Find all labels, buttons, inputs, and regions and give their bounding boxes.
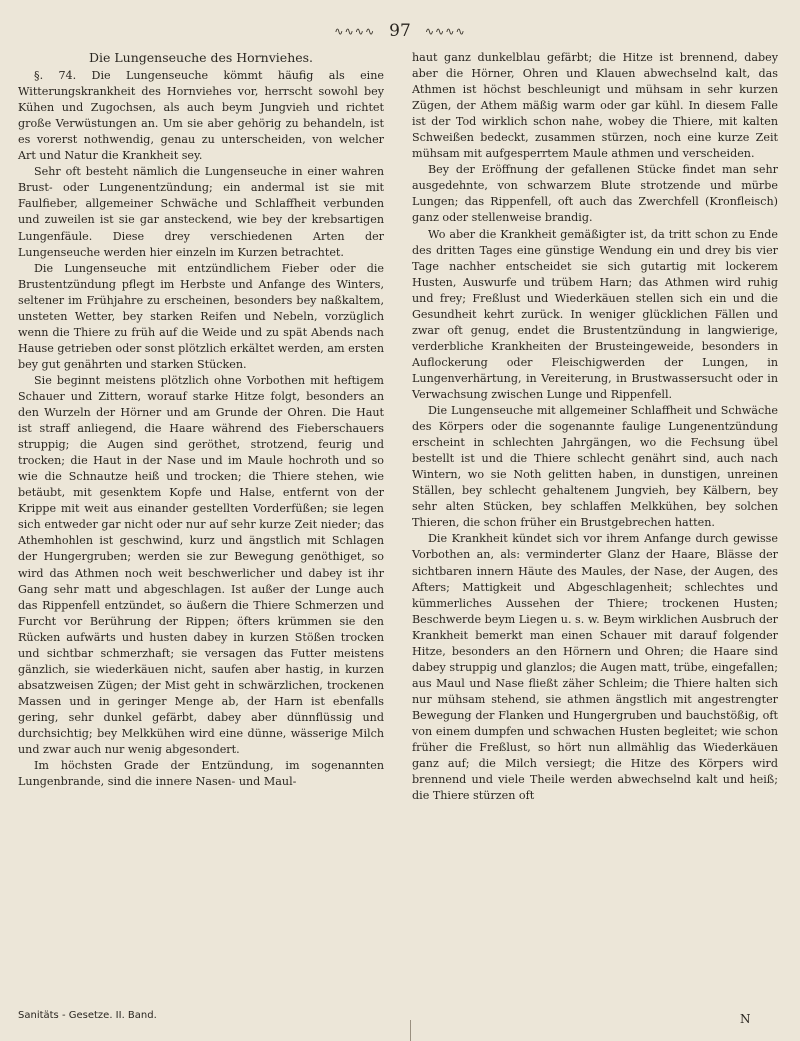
page-number: 97: [389, 21, 411, 41]
signature-line: [18, 1010, 157, 1022]
catchword: N: [740, 1012, 751, 1026]
paragraph: Bey der Eröffnung der gefallenen Stücke findet man sehr ausgedehnte, von schwarzem Blute strotzende und mürbe Lungen; das Rippenfell, oft auch das Zwerchfell (Kronfleisch) ganz oder stellenweise brandig.: [412, 163, 778, 225]
paragraph: Die Krankheit kündet sich vor ihrem Anfange durch gewisse Vorbothen an, als: verminderter Glanz der Haare, Blässe der sichtbaren innern Häute des Maules, der Nase, der Augen, des Afters; Mattigkeit und Abgeschlagenheit; schlechtes und kümmerliches Aussehen der Thiere; trockenen Husten; Beschwerde beym Liegen u. s. w. Beym wirklichen Ausbruch der Krankheit bemerkt man einen Schauer mit darauf folgender Hitze, besonders an den Hörnern und Ohren; die Haare sind dabey struppig und glanzlos; die Augen matt, trübe, eingefallen; aus Maul und Nase fließt zäher Schleim; die Thiere halten sich nur mühsam stehend, sie athmen ängstlich mit angestrengter Bewegung der Flanken und Hungergruben und bauchstößig, oft von einem dumpfen und schwachen Husten begleitet; wie schon früher die Freßlust, so hört nun allmählig das Wiederkäuen ganz auf; die Milch versiegt; die Hitze des Körpers wird brennend und viele Theile werden abwechselnd kalt und heiß; die Thiere stürzen oft: [412, 532, 778, 803]
ornament-right: ∿∿∿∿: [424, 24, 466, 38]
paragraph: Die Lungenseuche des Hornviehes.: [88, 50, 314, 65]
paragraph: Im höchsten Grade der Entzündung, im sogenannten Lungenbrande, sind die innere Nasen- und Maul-: [18, 759, 384, 789]
divider: [410, 1020, 411, 1041]
ornament-left: ∿∿∿∿: [334, 24, 376, 38]
paragraph: haut ganz dunkelblau gefärbt; die Hitze ist brennend, dabey aber die Hörner, Ohren und Klauen abwechselnd kalt, das Athmen ist höchst beschleunigt und mühsam in sehr kurzen Zügen, der Athem mäßig warm oder gar kühl. In diesem Falle ist der Tod wirklich schon nahe, wobey die Thiere, mit kalten Schweißen bedeckt, zusammen stürzen, noch eine kurze Zeit mühsam mit aufgesperrtem Maule athmen und verscheiden.: [412, 51, 778, 161]
paragraph: Die Lungenseuche mit allgemeiner Schlaffheit und Schwäche des Körpers oder die sogenannte faulige Lungenentzündung erscheint in schlechten Jahrgängen, wo die Fechsung übel bestellt ist und die Thiere schlecht genährt sind, auch nach Wintern, wo sie Noth gelitten haben, in dunstigen, unreinen Ställen, bey schlecht gehaltenem Jungvieh, bey Kälbern, bey sehr alten Stücken, bey schlaffen Melkkühen, bey solchen Thieren, die schon früher ein Brustgebrechen hatten.: [412, 404, 778, 530]
page-header: [0, 18, 800, 44]
left-column: [18, 50, 384, 790]
paragraph: Die Lungenseuche mit entzündlichem Fieber oder die Brustentzündung pflegt im Herbste und Anfange des Winters, seltener im Frühjahre zu erscheinen, besonders bey naßkaltem, unsteten Wetter, bey starken Reifen und Nebeln, vorzüglich wenn die Thiere zu früh auf die Weide und zu spät Abends nach Hause getrieben oder sonst plötzlich erkältet werden, am ersten bey gut genährten und starken Stücken.: [18, 261, 384, 371]
paragraph: Sie beginnt meistens plötzlich ohne Vorbothen mit heftigem Schauer und Zittern, worauf starke Hitze folgt, besonders an den Wurzeln der Hörner und am Grunde der Ohren. Die Haut ist straff anliegend, die Haare während des Fieberschauers struppig; die Augen sind geröthet, strotzend, feurig und trocken; die Haut in der Nase und im Maule hochroth und so wie die Schnautze heiß und trocken; die Thiere stehen, wie betäubt, mit gesenktem Kopfe und Halse, entfernt von der Krippe mit weit aus einander gestellten Vorderfüßen; sie legen sich entweder gar nicht oder nur auf sehr kurze Zeit nieder; das Athemhohlen ist geschwind, kurz und ängstlich mit Schlagen der Hungergruben; werden sie zur Bewegung genöthiget, so wird das Athmen noch weit beschwerlicher und dabey ist ihr Gang sehr matt und abgeschlagen. Ist außer der Lunge auch das Rippenfell entzündet, so äußern die Thiere Schmerzen und Furcht vor Berührung der Rippen; öfters krümmen sie den Rücken aufwärts und husten dabey in kurzen Stößen trocken und sichtbar schmerzhaft; sie versagen das Futter meistens gänzlich, sie wiederkäuen nicht, saufen aber hastig, in kurzen absatzweisen Zügen; der Mist geht in schwärzlichen, trockenen Massen und in geringer Menge ab, der Harn ist ebenfalls gering, sehr dunkel gefärbt, dabey aber dünnflüssig und durchsichtig; bey Melkkühen wird eine dünne, wässerige Milch und zwar auch nur wenig abgesondert.: [18, 373, 384, 757]
right-column: [412, 50, 778, 804]
paragraph: Sehr oft besteht nämlich die Lungenseuche in einer wahren Brust- oder Lungenentzündung; ein andermal ist sie mit Faulfieber, allgemeiner Schwäche und Schlaffheit verbunden und zuweilen ist sie gar ansteckend, wie bey der krebsartigen Lungenfäule. Diese drey verschiedenen Arten der Lungenseuche werden hier einzeln im Kurzen betrachtet.: [18, 165, 384, 259]
signature-text: Sanitäts - Gesetze. II. Band.: [18, 1010, 157, 1021]
paragraph: §. 74. Die Lungenseuche kömmt häufig als eine Witterungskrankheit des Hornviehes vor, herrscht sowohl bey Kühen und Zugochsen, als auch beym Jungvieh und richtet große Verwüstungen an. Um sie aber gehörig zu behandeln, ist es vorerst nothwendig, genau zu unterscheiden, von welcher Art und Natur die Krankheit sey.: [18, 69, 384, 163]
paragraph: Wo aber die Krankheit gemäßigter ist, da tritt schon zu Ende des dritten Tages eine günstige Wendung ein und drey bis vier Tage nachher entscheidet sie sich gutartig mit lockerem Husten, Auswurfe und trübem Harn; das Athmen wird ruhig und frey; Freßlust und Wiederkäuen stellen sich ein und die Gesundheit kehrt zurück. In weniger glücklichen Fällen und zwar oft genug, endet die Brustentzündung in langwierige, verderbliche Krankheiten der Brusteingeweide, besonders in Auflockerung oder Fleischigwerden der Lungen, in Lungenverhärtung, in Vereiterung, in Brustwassersucht oder in Verwachsung zwischen Lunge und Rippenfell.: [412, 227, 778, 401]
